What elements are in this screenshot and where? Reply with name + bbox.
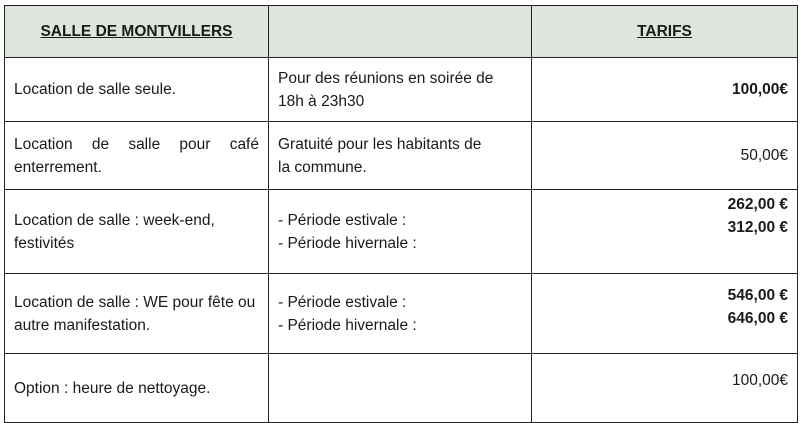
row-label: Location de salle seule. <box>5 58 269 122</box>
header-tarifs: TARIFS <box>532 6 798 58</box>
table-row <box>5 58 798 122</box>
detail-line: - Période estivale : <box>278 211 407 229</box>
table-row <box>5 190 798 274</box>
table-row <box>5 354 798 423</box>
header-empty <box>269 6 532 58</box>
row-detail <box>269 58 532 122</box>
price-value: 100,00€ <box>731 81 788 98</box>
row-detail <box>269 122 532 190</box>
price-value: 100,00€ <box>731 372 788 389</box>
detail-line: Pour des réunions en soirée de <box>278 69 494 87</box>
row-price <box>532 274 798 354</box>
price-value: 646,00 € <box>727 310 788 327</box>
detail-line: - Période hivernale : <box>278 316 417 334</box>
tarifs-table-container <box>4 5 798 423</box>
header-salle: SALLE DE MONTVILLERS <box>5 6 269 58</box>
detail-line: Gratuité pour les habitants de <box>278 135 482 153</box>
detail-line: la commune. <box>278 158 367 176</box>
price-value: 50,00€ <box>740 147 788 164</box>
row-price <box>532 58 798 122</box>
row-label: Location de salle pour café enterrement. <box>5 122 269 190</box>
table-row <box>5 274 798 354</box>
table-row <box>5 122 798 190</box>
row-label: Location de salle : week-end, festivités <box>5 190 269 274</box>
row-detail-empty <box>269 354 532 423</box>
price-value: 262,00 € <box>727 196 788 213</box>
row-detail <box>269 190 532 274</box>
tarifs-table <box>4 5 798 423</box>
row-price <box>532 354 798 423</box>
row-detail <box>269 274 532 354</box>
row-price <box>532 190 798 274</box>
price-value: 312,00 € <box>727 219 788 236</box>
detail-line: - Période estivale : <box>278 293 407 311</box>
detail-line: 18h à 23h30 <box>278 92 365 110</box>
row-label: Option : heure de nettoyage. <box>5 354 269 423</box>
row-label: Location de salle : WE pour fête ou autre manifestation. <box>5 274 269 354</box>
header-row <box>5 6 798 58</box>
row-price <box>532 122 798 190</box>
detail-line: - Période hivernale : <box>278 234 417 252</box>
price-value: 546,00 € <box>727 287 788 304</box>
